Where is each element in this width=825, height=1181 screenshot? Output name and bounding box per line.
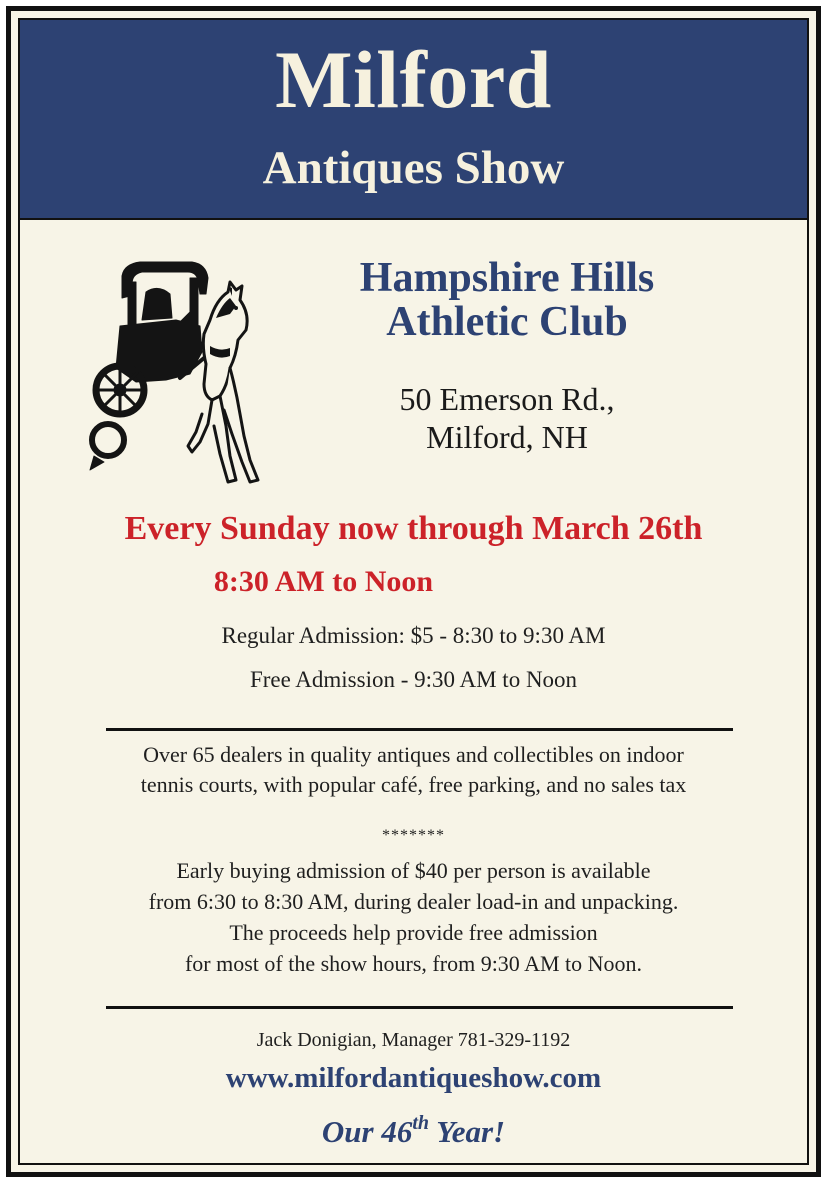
venue-name: [282, 256, 732, 344]
outer-border: [6, 6, 821, 1177]
separator-stars: *******: [382, 827, 445, 844]
show-dates: Every Sunday now through March 26th: [124, 510, 703, 547]
anniversary-suffix: Year!: [429, 1114, 506, 1149]
manager-contact: Jack Donigian, Manager 781-329-1192: [256, 1029, 571, 1051]
show-hours: 8:30 AM to Noon: [213, 565, 434, 598]
venue-address: [282, 380, 732, 456]
show-subtitle: Antiques Show: [262, 142, 565, 194]
inner-border: [18, 18, 809, 1165]
anniversary-prefix: Our 46: [321, 1114, 413, 1149]
description-line1: Over 65 dealers in quality antiques and collectibles on indoor: [143, 742, 684, 767]
early-buying-info: [50, 855, 777, 979]
early-buying-line1: Early buying admission of $40 per person is available: [176, 858, 651, 883]
anniversary-ordinal: th: [412, 1112, 430, 1134]
regular-admission: Regular Admission: $5 - 8:30 to 9:30 AM: [221, 623, 606, 648]
early-buying-line2: from 6:30 to 8:30 AM, during dealer load-in and unpacking.: [148, 889, 679, 914]
horse-and-buggy-icon: [80, 256, 260, 488]
early-buying-line4: for most of the show hours, from 9:30 AM to Noon.: [184, 951, 643, 976]
website-link[interactable]: www.milfordantiqueshow.com: [225, 1062, 602, 1094]
anniversary-tagline: [20, 1110, 807, 1154]
show-title: Milford: [275, 34, 552, 125]
venue-name-line1: Hampshire Hills: [359, 255, 655, 301]
divider-bottom: [106, 1006, 733, 1009]
address-line2: Milford, NH: [426, 419, 588, 455]
title-banner: [20, 20, 807, 220]
address-line1: 50 Emerson Rd.,: [399, 381, 615, 417]
divider-top: [106, 728, 733, 731]
description-line2: tennis courts, with popular café, free parking, and no sales tax: [140, 772, 687, 797]
venue-name-line2: Athletic Club: [386, 299, 628, 345]
dealer-description: [50, 740, 777, 800]
free-admission: Free Admission - 9:30 AM to Noon: [249, 667, 578, 692]
early-buying-line3: The proceeds help provide free admission: [229, 920, 598, 945]
